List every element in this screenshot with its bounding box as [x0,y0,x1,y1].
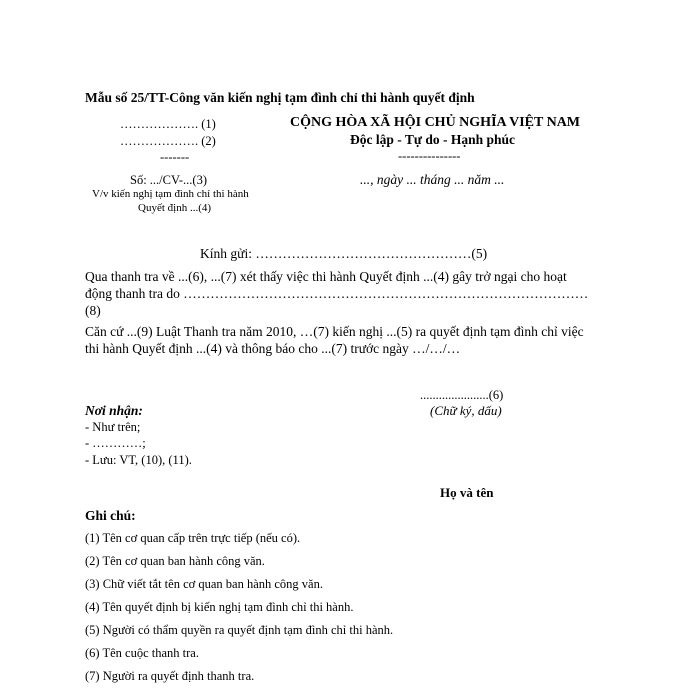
signer-name-label: Họ và tên [440,485,494,500]
form-title: Mẫu số 25/TT-Công văn kiến nghị tạm đình chỉ thi hành quyết định [85,90,475,105]
receivers-heading: Nơi nhận: [85,403,143,418]
paragraph-1-line-2: động thanh tra do ……………………………………………………………………………… [85,286,589,301]
note-item: (7) Người ra quyết định thanh tra. [85,669,255,683]
paragraph-1-line-3: (8) [85,303,101,318]
paragraph-1-line-1: Qua thanh tra về ...(6), ...(7) xét thấy việc thi hành Quyết định ...(4) gây trở ngại cho hoạt [85,269,567,284]
receiver-item: - Như trên; [85,420,141,434]
org-line-1: ………………. (1) [120,117,216,131]
note-item: (6) Tên cuộc thanh tra. [85,646,199,660]
note-item: (3) Chữ viết tắt tên cơ quan ban hành công văn. [85,577,323,591]
date-line: ..., ngày ... tháng ... năm ... [360,172,505,187]
receiver-item: - …………; [85,436,146,450]
note-item: (1) Tên cơ quan cấp trên trực tiếp (nếu có). [85,531,301,545]
paragraph-2-line-1: Căn cứ ...(9) Luật Thanh tra năm 2010, …(7) kiến nghị ...(5) ra quyết định tạm đình chỉ việc [85,324,584,339]
note-item: (5) Người có thẩm quyền ra quyết định tạm đình chỉ thi hành. [85,623,394,637]
signer-line: ......................(6) [420,388,504,402]
left-divider: ------- [160,150,190,164]
recipient-line: Kính gửi: …………………………………………(5) [200,246,488,261]
note-item: (2) Tên cơ quan ban hành công văn. [85,554,265,568]
signature-note: (Chữ ký, dấu) [430,403,502,418]
right-divider: --------------- [398,149,461,163]
subject-line-2: Quyết định ...(4) [138,202,212,214]
receiver-item: - Lưu: VT, (10), (11). [85,453,192,467]
paragraph-2-line-2: thi hành Quyết định ...(4) và thông báo cho ...(7) trước ngày …/…/… [85,341,461,356]
org-line-2: ………………. (2) [120,134,216,148]
note-item: (4) Tên quyết định bị kiến nghị tạm đình chỉ thi hành. [85,600,354,614]
country-name: CỘNG HÒA XÃ HỘI CHỦ NGHĨA VIỆT NAM [290,115,581,130]
subject-line-1: V/v kiến nghị tạm đình chỉ thi hành [92,188,249,200]
notes-heading: Ghi chú: [85,508,136,523]
national-motto: Độc lập - Tự do - Hạnh phúc [350,132,516,147]
document-number: Số: .../CV-...(3) [130,173,207,187]
